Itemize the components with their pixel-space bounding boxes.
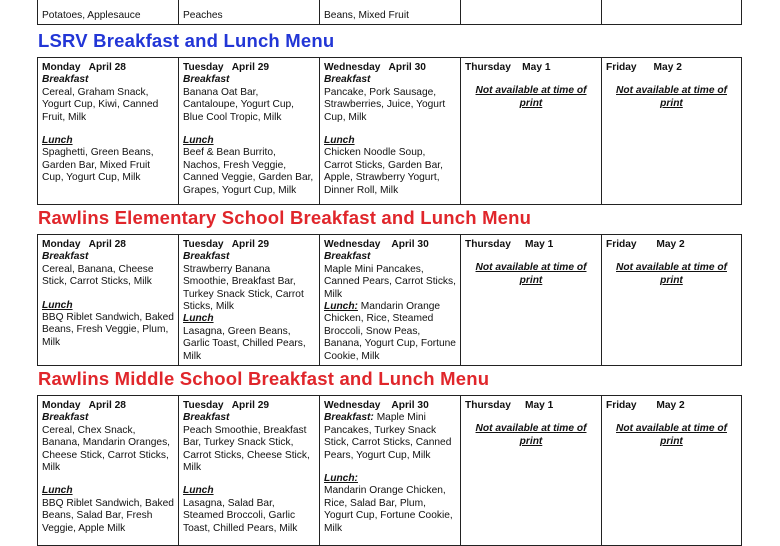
day-header: Monday April 28 [42,62,126,73]
menu-cell [320,0,461,25]
lunch-label: Lunch [183,135,214,147]
middle-menu-table [37,395,742,546]
breakfast-items: Pancake, Pork Sausage, Strawberries, Juice, Yogurt Cup, Milk [324,86,446,123]
breakfast-label: Breakfast [183,412,230,424]
not-available-note: Not available at time of print [616,262,727,286]
breakfast-label: Breakfast [42,74,89,86]
menu-items: Potatoes, Applesauce [42,9,141,21]
lunch-label: Lunch: [324,301,358,313]
breakfast-label: Breakfast [324,74,371,86]
lunch-label: Lunch [183,485,214,497]
friday-cell [602,396,742,546]
day-header: Thursday May 1 [465,400,554,411]
not-available-note: Not available at time of print [475,262,587,286]
lunch-items: Beef & Bean Burrito, Nachos, Fresh Veggie, Canned Veggie, Garden Bar, Grapes, Yogurt Cup, Milk [183,147,314,196]
lunch-items: Lasagna, Salad Bar, Steamed Broccoli, Garlic Toast, Chilled Pears, Milk [183,497,298,534]
breakfast-label: Breakfast [324,251,371,263]
friday-cell [602,235,742,366]
lunch-items: Lasagna, Green Beans, Garlic Toast, Chilled Pears, Milk [183,325,306,362]
breakfast-items: Cereal, Graham Snack, Yogurt Cup, Kiwi, Canned Fruit, Milk [42,86,159,123]
breakfast-items: Cereal, Chex Snack, Banana, Mandarin Oranges, Cheese Stick, Carrot Sticks, Milk [42,424,170,474]
day-header: Thursday May 1 [465,62,551,73]
breakfast-label: Breakfast: [324,412,374,424]
lunch-items: BBQ Riblet Sandwich, Baked Beans, Salad Bar, Fresh Veggie, Apple Milk [42,497,174,534]
lunch-label: Lunch: [324,473,358,485]
not-available-note: Not available at time of print [475,423,587,447]
lsrv-heading: LSRV Breakfast and Lunch Menu [38,30,335,51]
wednesday-cell [320,58,461,205]
previous-menu-table [37,0,742,25]
thursday-cell [461,396,602,546]
breakfast-items: Maple Mini Pancakes, Turkey Snack Stick, Carrot Sticks, Canned Pears, Yogurt Cup, Milk [324,412,452,461]
not-available-note: Not available at time of print [475,85,587,109]
menu-cell [38,0,179,25]
lunch-label: Lunch [42,299,73,311]
day-header: Monday April 28 [42,239,126,250]
menu-cell [602,0,742,25]
menu-items: Beans, Mixed Fruit [324,9,409,21]
day-header: Tuesday April 29 [183,400,270,411]
menu-cell [179,0,320,25]
elementary-heading: Rawlins Elementary School Breakfast and Lunch Menu [38,207,532,228]
middle-heading: Rawlins Middle School Breakfast and Lunch Menu [38,368,490,389]
lunch-label: Lunch [42,135,73,147]
lunch-items: Mandarin Orange Chicken, Rice, Salad Bar, Plum, Yogurt Cup, Fortune Cookie, Milk [324,485,453,534]
tuesday-cell [179,235,320,366]
breakfast-items: Peach Smoothie, Breakfast Bar, Turkey Snack Stick, Carrot Sticks, Cheese Stick, Milk [183,424,310,474]
breakfast-items: Maple Mini Pancakes, Canned Pears, Carrot Sticks, Milk [324,263,456,300]
day-header: Friday May 2 [606,62,682,73]
day-header: Tuesday April 29 [183,62,270,73]
menu-cell [461,0,602,25]
monday-cell [38,235,179,366]
lunch-items: Spaghetti, Green Beans, Garden Bar, Mixed Fruit Cup, Yogurt Cup, Milk [42,147,154,184]
breakfast-items: Banana Oat Bar, Cantaloupe, Yogurt Cup, Blue Cool Tropic, Milk [183,86,295,123]
breakfast-items: Strawberry Banana Smoothie, Breakfast Bar, Turkey Snack Stick, Carrot Sticks, Milk [183,263,304,313]
monday-cell [38,58,179,205]
day-header: Friday May 2 [606,400,685,411]
breakfast-label: Breakfast [42,251,89,263]
day-header: Monday April 28 [42,400,126,411]
lunch-label: Lunch [42,485,73,497]
thursday-cell [461,235,602,366]
elementary-menu-table [37,234,742,366]
lunch-items: Chicken Noodle Soup, Carrot Sticks, Garden Bar, Apple, Strawberry Yogurt, Dinner Roll, Milk [324,147,443,196]
day-header: Wednesday April 30 [324,239,429,250]
monday-cell [38,396,179,546]
breakfast-label: Breakfast [183,74,230,86]
breakfast-items: Cereal, Banana, Cheese Stick, Carrot Sticks, Milk [42,263,154,288]
thursday-cell [461,58,602,205]
day-header: Wednesday April 30 [324,62,426,73]
wednesday-cell [320,396,461,546]
day-header: Wednesday April 30 [324,400,429,411]
day-header: Tuesday April 29 [183,239,270,250]
not-available-note: Not available at time of print [616,85,727,109]
day-header: Friday May 2 [606,239,685,250]
lunch-items: BBQ Riblet Sandwich, Baked Beans, Fresh Veggie, Plum, Milk [42,312,174,348]
breakfast-label: Breakfast [183,251,230,263]
menu-items: Peaches [183,9,223,21]
wednesday-cell [320,235,461,366]
tuesday-cell [179,396,320,546]
breakfast-label: Breakfast [42,412,89,424]
tuesday-cell [179,58,320,205]
lunch-label: Lunch [183,313,214,325]
lsrv-menu-table [37,57,742,205]
friday-cell [602,58,742,205]
not-available-note: Not available at time of print [616,423,727,447]
lunch-label: Lunch [324,135,355,147]
lunch-items: Mandarin Orange Chicken, Rice, Steamed Broccoli, Snow Peas, Banana, Yogurt Cup, Fortune Cookie, Milk [324,301,456,362]
day-header: Thursday May 1 [465,239,554,250]
